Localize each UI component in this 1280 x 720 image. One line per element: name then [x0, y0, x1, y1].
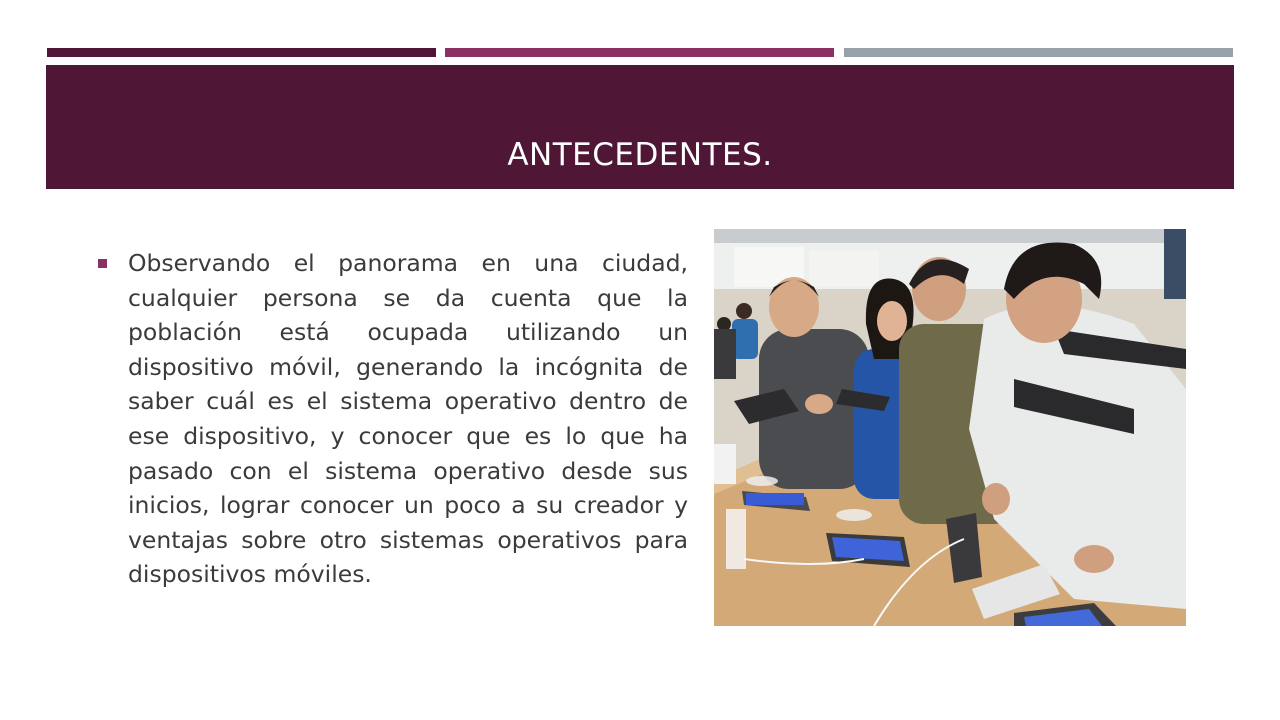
slide-content	[98, 246, 688, 592]
slide-title: ANTECEDENTES.	[507, 137, 773, 173]
store-photo	[714, 229, 1186, 626]
accent-bar-dark	[47, 48, 436, 57]
accent-bar-magenta	[445, 48, 834, 57]
title-band	[46, 65, 1234, 189]
bullet-item	[98, 246, 688, 592]
bullet-text: Observando el panorama en una ciudad, cualquier persona se da cuenta que la población está ocupada utilizando un dispositivo móvil, generando la incógnita de saber cuál es el sistema operativo dentro de ese dispositivo, y conocer que es lo que ha pasado con el sistema operativo desde sus inicios, lograr conocer un poco a su creador y ventajas sobre otro sistemas operativos para dispositivos móviles.	[128, 249, 688, 589]
square-bullet-icon	[98, 259, 107, 268]
accent-bar-gray	[844, 48, 1233, 57]
